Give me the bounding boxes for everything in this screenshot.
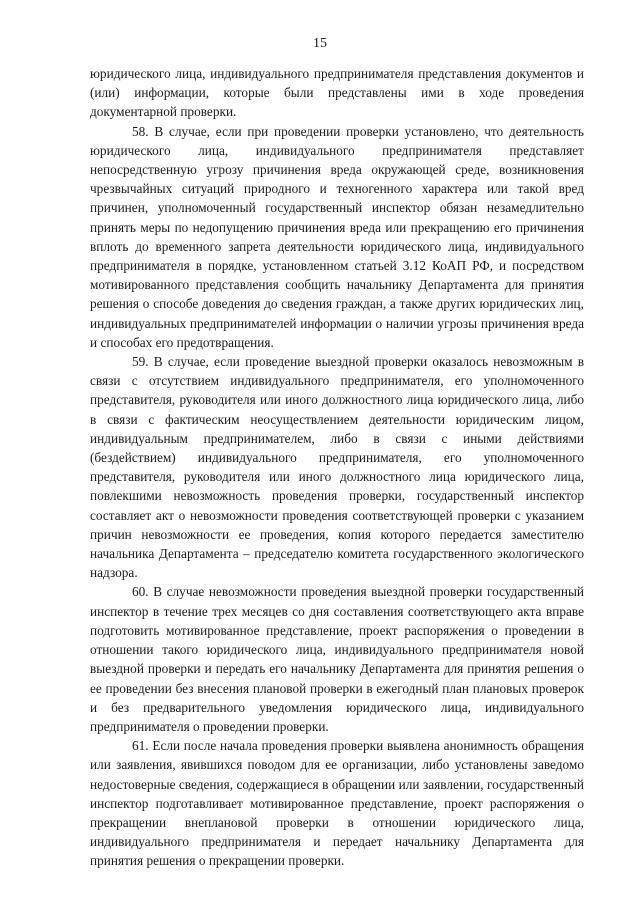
paragraph-59: 59. В случае, если проведение выездной проверки оказалось невозможным в связи с отсутствием индивидуального предпринимателя, его уполномоченного представителя, руководителя или иного должностного лица юридического лица, либо в связи с фактическим неосуществлением деятельности юридическим лицом, индивидуальным предпринимателем, либо в связи с иными действиями (бездействием) индивидуального предпринимателя, его уполномоченного представителя, руководителя или иного должностного лица юридического лица, повлекшими невозможность проведения проверки, государственный инспектор составляет акт о невозможности проведения соответствующей проверки с указанием причин невозможности ее проведения, копия которого передается заместителю начальника Департамента – председателю комитета государственного экологического надзора. (90, 354, 584, 581)
paragraph-58: 58. В случае, если при проведении проверки установлено, что деятельность юридического лица, индивидуального предпринимателя представляет непосредственную угрозу причинения вреда окружающей среде, возникновения чрезвычайных ситуаций природного и техногенного характера или такой вред причинен, уполномоченный государственный инспектор обязан незамедлительно принять меры по недопущению причинения вреда или прекращению его причинения вплоть до временного запрета деятельности юридического лица, индивидуального предпринимателя в порядке, установленном статьей 3.12 КоАП РФ, и посредством мотивированного представления сообщить начальнику Департамента для принятия решения о способе доведения до сведения граждан, а также других юридических лиц, индивидуальных предпринимателей информации о наличии угрозы причинения вреда и способах его предотвращения. (90, 123, 584, 350)
page-number: 15 (313, 36, 327, 51)
document-body (90, 64, 584, 871)
paragraph-continuation: юридического лица, индивидуального предпринимателя представления документов и (или) информации, которые были представлены ими в ходе проведения документарной проверки. (90, 66, 584, 120)
paragraph-61: 61. Если после начала проведения проверки выявлена анонимность обращения или заявления, явившихся поводом для ее организации, либо установлены заведомо недостоверные сведения, содержащиеся в обращении или заявлении, государственный инспектор подготавливает мотивированное представление, проект распоряжения о прекращении внеплановой проверки в отношении юридического лица, индивидуального предпринимателя и передает начальнику Департамента для принятия решения о прекращении проверки. (90, 738, 584, 869)
paragraph-60: 60. В случае невозможности проведения выездной проверки государственный инспектор в течение трех месяцев со дня составления соответствующего акта вправе подготовить мотивированное представление, проект распоряжения о проведении в отношении такого юридического лица, индивидуального предпринимателя новой выездной проверки и передать его начальнику Департамента для принятия решения о ее проведении без внесения плановой проверки в ежегодный план плановых проверок и без предварительного уведомления юридического лица, индивидуального предпринимателя о проведении проверки. (90, 584, 584, 734)
